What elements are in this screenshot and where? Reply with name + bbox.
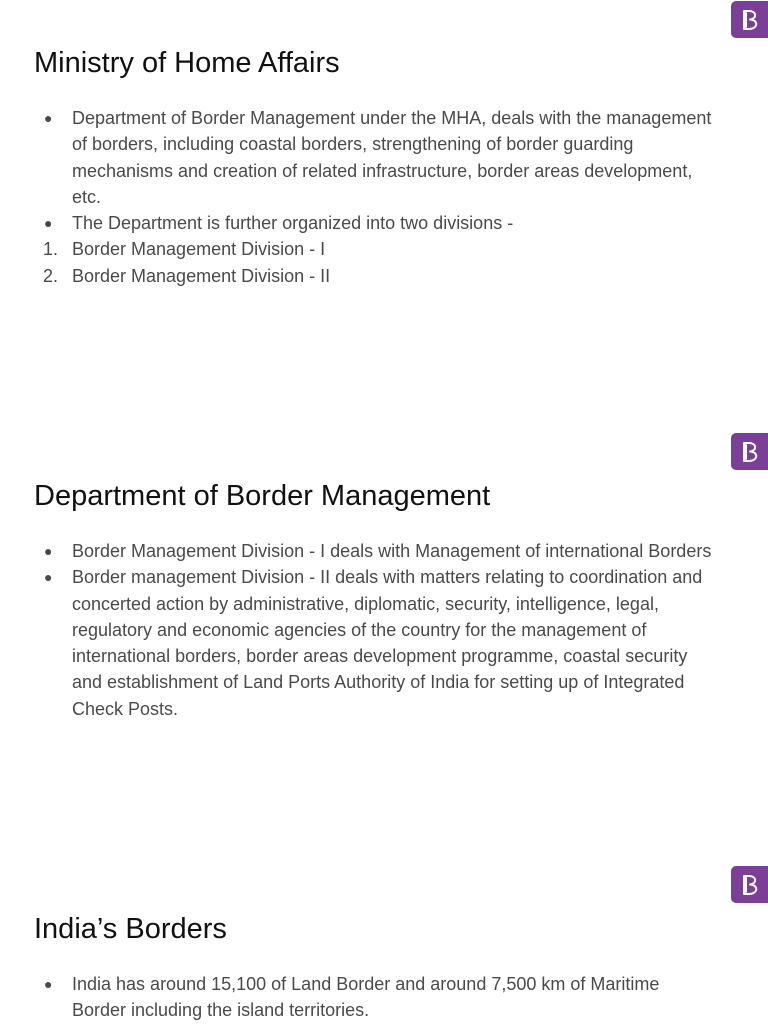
bullet-marker: ●	[44, 215, 53, 232]
list-item	[0, 538, 768, 564]
slide-title: India’s Borders	[34, 913, 227, 945]
list-item-text: Border management Division - II deals with matters relating to coordination and concerted action by administrative, diplomatic, security, intelligence, legal, regulatory and economic agencies of the country for the management of international borders, border areas development programme, coastal security and establishment of Land Ports Authority of India for setting up of Integrated Check Posts.	[72, 567, 703, 719]
bullet-marker: ●	[44, 110, 53, 126]
bullet-list	[0, 971, 768, 1024]
list-item	[0, 105, 768, 210]
list-item-text: The Department is further organized into two divisions -	[72, 213, 514, 234]
byjus-logo-icon	[731, 433, 768, 470]
list-item-text: Border Management Division - I	[72, 239, 326, 260]
bullet-marker: ●	[44, 543, 53, 559]
list-item-text: Border Management Division - I deals with Management of international Borders	[72, 541, 712, 561]
number-marker: 2.	[43, 265, 59, 286]
bullet-marker: ●	[44, 569, 53, 586]
slide-title: Ministry of Home Affairs	[34, 47, 340, 79]
bullet-list	[0, 538, 768, 722]
list-item	[0, 971, 768, 1024]
byjus-logo-icon	[731, 1, 768, 38]
list-item-text: Border Management Division - II	[72, 265, 331, 286]
slide-title: Department of Border Management	[34, 480, 491, 512]
list-item	[0, 564, 768, 722]
list-item-text: Department of Border Management under the MHA, deals with the management of borders, including coastal borders, strengthening of border guarding mechanisms and creation of related infrastructure, border areas development, etc.	[72, 108, 712, 207]
bullet-list	[0, 105, 768, 289]
list-item	[0, 263, 768, 289]
byjus-logo-icon	[731, 866, 768, 903]
list-item-text: India has around 15,100 of Land Border and around 7,500 km of Maritime Border including the island territories.	[72, 974, 660, 1021]
bullet-marker: ●	[44, 976, 53, 992]
list-item	[0, 236, 768, 262]
list-item	[0, 210, 768, 236]
number-marker: 1.	[43, 239, 59, 260]
